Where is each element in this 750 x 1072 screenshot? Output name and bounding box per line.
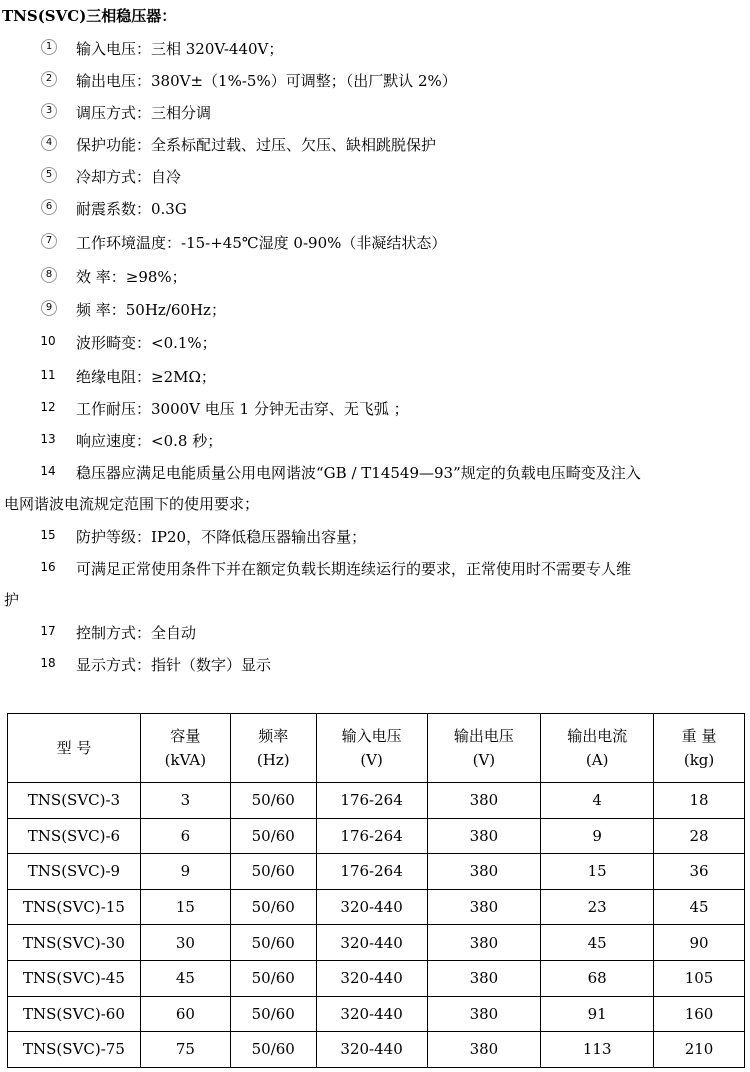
table-cell: 15: [541, 854, 654, 890]
header-label: 输出电流: [567, 727, 628, 745]
header-unit: (kVA): [164, 751, 207, 769]
spec-item-number: 12: [40, 400, 56, 414]
table-cell: 90: [654, 925, 745, 961]
spec-item-text: 工作耐压：3000V 电压 1 分钟无击穿、无飞弧 ；: [76, 400, 409, 418]
table-row: [8, 818, 745, 854]
table-cell: 210: [654, 1032, 745, 1068]
spec-item-text: 控制方式：全自动: [76, 624, 197, 642]
table-cell: 50/60: [230, 960, 316, 996]
spec-item-text: 冷却方式：自冷: [76, 168, 182, 186]
spec-item-text: 稳压器应满足电能质量公用电网谐波“GB / T14549—93”规定的负载电压畸变及注入: [76, 464, 641, 482]
table-cell: 45: [654, 889, 745, 925]
spec-item-number: 16: [40, 560, 56, 574]
table-cell: 380: [427, 996, 541, 1032]
header-label: 型 号: [56, 739, 92, 757]
table-cell: 113: [541, 1032, 654, 1068]
spec-item-number: 15: [40, 528, 56, 542]
table-row: [8, 1032, 745, 1068]
table-body: [8, 783, 745, 1068]
table-cell: 380: [427, 1032, 541, 1068]
spec-item-number: 18: [40, 656, 56, 670]
spec-item-continuation: 护: [4, 591, 20, 609]
spec-item-text: 显示方式：指针（数字）显示: [76, 656, 272, 674]
table-cell: 320-440: [316, 1032, 427, 1068]
table-cell: 60: [140, 996, 230, 1032]
spec-item-number: 11: [40, 368, 56, 382]
table-cell: 105: [654, 960, 745, 996]
header-unit: (A): [585, 751, 609, 769]
spec-item-number: 5: [41, 167, 57, 183]
table-cell: 50/60: [230, 1032, 316, 1068]
table-cell: 320-440: [316, 996, 427, 1032]
table-cell: 320-440: [316, 889, 427, 925]
table-cell: 18: [654, 783, 745, 819]
header-unit: (kg): [683, 751, 715, 769]
header-label: 频率: [258, 727, 289, 745]
table-cell: 160: [654, 996, 745, 1032]
spec-item-number: 6: [41, 199, 57, 215]
spec-item-text: 可满足正常使用条件下并在额定负载长期连续运行的要求，正常使用时不需要专人维: [76, 560, 632, 578]
table-cell: 320-440: [316, 960, 427, 996]
table-header-cell: [230, 714, 316, 783]
table-cell: TNS(SVC)-60: [8, 996, 141, 1032]
table-cell: TNS(SVC)-6: [8, 818, 141, 854]
header-unit: (Hz): [256, 751, 290, 769]
document-title: TNS(SVC)三相稳压器：: [2, 7, 177, 25]
table-cell: 380: [427, 925, 541, 961]
table-cell: 45: [541, 925, 654, 961]
table-cell: 30: [140, 925, 230, 961]
spec-item-text: 波形畸变：<0.1%；: [76, 334, 217, 352]
table-cell: 176-264: [316, 818, 427, 854]
table-cell: TNS(SVC)-9: [8, 854, 141, 890]
table-cell: 4: [541, 783, 654, 819]
table-header-cell: [8, 714, 141, 783]
spec-item-text: 响应速度：<0.8 秒；: [76, 432, 223, 450]
table-cell: 23: [541, 889, 654, 925]
spec-item-number: 4: [41, 135, 57, 151]
header-label: 重 量: [681, 727, 717, 745]
table-cell: 176-264: [316, 783, 427, 819]
table-cell: 320-440: [316, 925, 427, 961]
table-header-cell: [541, 714, 654, 783]
spec-item-number: 14: [40, 464, 56, 478]
spec-item-text: 防护等级：IP20，不降低稳压器输出容量；: [76, 528, 367, 546]
header-unit: (V): [360, 751, 383, 769]
table-cell: 15: [140, 889, 230, 925]
table-cell: 380: [427, 889, 541, 925]
spec-item-number: 8: [41, 267, 57, 283]
table-cell: 176-264: [316, 854, 427, 890]
table-cell: 45: [140, 960, 230, 996]
spec-item-text: 绝缘电阻：≥2MΩ；: [76, 368, 216, 386]
spec-item-number: 1: [41, 39, 57, 55]
table-cell: 50/60: [230, 889, 316, 925]
model-spec-table: [7, 713, 745, 1068]
table-cell: TNS(SVC)-3: [8, 783, 141, 819]
table-header-cell: [140, 714, 230, 783]
header-unit: (V): [472, 751, 496, 769]
table-cell: 50/60: [230, 818, 316, 854]
table-cell: 9: [140, 854, 230, 890]
spec-item-number: 9: [41, 300, 57, 316]
header-label: 容量: [170, 727, 201, 745]
table-cell: TNS(SVC)-30: [8, 925, 141, 961]
table-cell: 91: [541, 996, 654, 1032]
table-row: [8, 889, 745, 925]
table-header-cell: [654, 714, 745, 783]
header-label: 输出电压: [453, 727, 514, 745]
table-cell: 380: [427, 960, 541, 996]
spec-item-number: 7: [41, 233, 57, 249]
table-cell: 380: [427, 783, 541, 819]
spec-item-text: 耐震系数：0.3G: [76, 200, 187, 218]
header-label: 输入电压: [341, 727, 402, 745]
table-header-cell: [316, 714, 427, 783]
table-cell: 75: [140, 1032, 230, 1068]
table-cell: 50/60: [230, 854, 316, 890]
table-cell: 50/60: [230, 925, 316, 961]
spec-item-number: 13: [40, 432, 56, 446]
spec-item-number: 17: [40, 624, 56, 638]
table-cell: 380: [427, 854, 541, 890]
table-cell: 50/60: [230, 996, 316, 1032]
table-header-row: [8, 714, 745, 783]
table-cell: 68: [541, 960, 654, 996]
spec-item-number: 10: [40, 334, 56, 348]
spec-item-text: 频 率：50Hz/60Hz；: [76, 301, 226, 319]
spec-item-text: 调压方式：三相分调: [76, 104, 212, 122]
table-cell: TNS(SVC)-15: [8, 889, 141, 925]
table-cell: 380: [427, 818, 541, 854]
spec-item-continuation: 电网谐波电流规定范围下的使用要求；: [4, 495, 260, 513]
spec-item-text: 输入电压：三相 320V-440V；: [76, 40, 284, 58]
table-row: [8, 925, 745, 961]
table-cell: 36: [654, 854, 745, 890]
spec-item-text: 效 率：≥98%；: [76, 268, 187, 286]
spec-item-number: 3: [41, 103, 57, 119]
spec-item-text: 输出电压：380V±（1%-5%）可调整；（出厂默认 2%）: [76, 72, 457, 90]
spec-item-number: 2: [41, 71, 57, 87]
table-cell: 3: [140, 783, 230, 819]
table-row: [8, 854, 745, 890]
table-cell: TNS(SVC)-45: [8, 960, 141, 996]
table-cell: 6: [140, 818, 230, 854]
table-cell: 9: [541, 818, 654, 854]
table-row: [8, 996, 745, 1032]
spec-item-text: 工作环境温度：-15-+45℃湿度 0-90%（非凝结状态）: [76, 234, 447, 252]
table-row: [8, 960, 745, 996]
table-header-cell: [427, 714, 541, 783]
table-cell: TNS(SVC)-75: [8, 1032, 141, 1068]
table-cell: 50/60: [230, 783, 316, 819]
table-cell: 28: [654, 818, 745, 854]
spec-item-text: 保护功能：全系标配过载、过压、欠压、缺相跳脱保护: [76, 136, 437, 154]
table-row: [8, 783, 745, 819]
